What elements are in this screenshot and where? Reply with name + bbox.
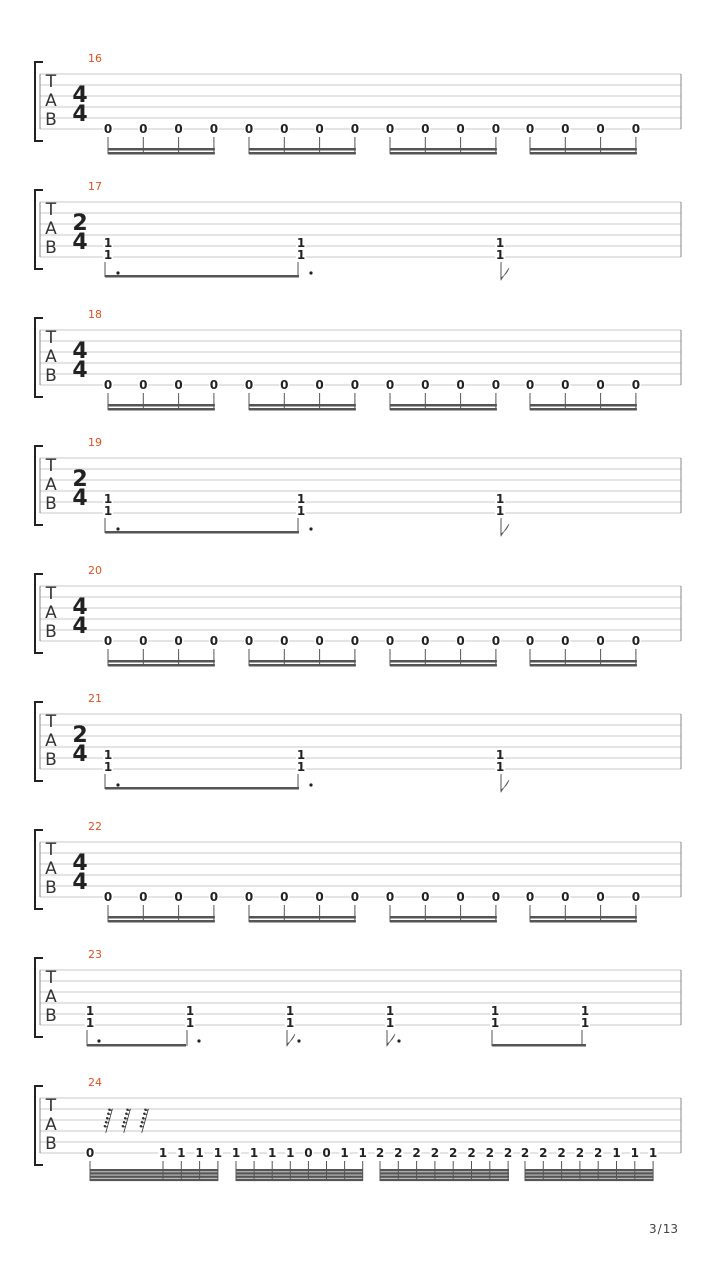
tab-clef-letter: A <box>45 731 57 751</box>
note-beam <box>390 404 497 407</box>
note-beam <box>108 152 215 155</box>
fret-number: 0 <box>385 378 395 392</box>
fret-number: 0 <box>631 378 641 392</box>
fret-number: 0 <box>322 1146 331 1160</box>
rhythm-dot <box>97 1039 100 1042</box>
fret-number: 2 <box>557 1146 566 1160</box>
fret-number: 0 <box>491 378 501 392</box>
fret-number: 0 <box>421 378 430 392</box>
tab-system <box>0 690 720 800</box>
note-beam <box>525 1175 653 1178</box>
fret-number: 0 <box>525 634 535 648</box>
note-beam <box>249 148 356 151</box>
note-beam <box>236 1172 363 1175</box>
fret-number: 2 <box>520 1146 530 1160</box>
fret-number: 0 <box>280 378 289 392</box>
note-beam <box>380 1172 509 1175</box>
fret-number: 1 <box>358 1146 367 1160</box>
fret-number: 0 <box>350 122 360 136</box>
note-beam <box>380 1169 509 1172</box>
note-beam <box>108 408 215 411</box>
fret-number: 1 <box>296 504 306 518</box>
tab-clef-letter: B <box>45 238 57 258</box>
fret-number: 0 <box>525 378 535 392</box>
fret-number: 0 <box>85 1146 95 1160</box>
fret-number: 1 <box>103 504 113 518</box>
tab-system <box>0 946 720 1056</box>
fret-number: 1 <box>385 1004 395 1018</box>
note-beam <box>380 1175 509 1178</box>
note-beam <box>530 660 637 663</box>
fret-number: 0 <box>385 634 395 648</box>
tab-system <box>0 818 720 928</box>
tab-clef-letter: T <box>45 200 57 220</box>
tab-clef-letter: A <box>45 1115 57 1135</box>
fret-number: 0 <box>456 378 465 392</box>
sixtyfourth-rest: 𝅂 <box>139 1109 149 1134</box>
tab-clef-letter: B <box>45 1006 57 1026</box>
fret-number: 1 <box>495 492 505 506</box>
note-beam <box>380 1179 509 1182</box>
measure-number: 18 <box>88 308 102 321</box>
tab-clef-letter: B <box>45 494 57 514</box>
page-current: 3 <box>649 1222 657 1236</box>
time-signature-bottom: 4 <box>72 358 88 383</box>
time-signature-top: 2 <box>72 211 88 236</box>
tab-clef-letter: A <box>45 91 57 111</box>
fret-number: 0 <box>561 378 570 392</box>
fret-number: 0 <box>350 634 360 648</box>
fret-number: 0 <box>139 378 148 392</box>
fret-number: 2 <box>394 1146 403 1160</box>
time-signature-top: 4 <box>72 339 88 364</box>
tab-clef-letter: T <box>45 72 57 92</box>
fret-number: 0 <box>139 890 148 904</box>
measure-number: 20 <box>88 564 102 577</box>
note-beam <box>249 664 356 667</box>
fret-number: 1 <box>490 1004 500 1018</box>
fret-number: 2 <box>503 1146 513 1160</box>
fret-number: 1 <box>648 1146 658 1160</box>
measure-number: 21 <box>88 692 102 705</box>
fret-number: 1 <box>185 1004 195 1018</box>
tab-clef-letter: A <box>45 219 57 239</box>
fret-number: 0 <box>350 378 360 392</box>
fret-number: 0 <box>244 890 254 904</box>
note-beam <box>525 1169 653 1172</box>
note-beam <box>390 916 497 919</box>
measure-number: 19 <box>88 436 102 449</box>
fret-number: 1 <box>103 760 113 774</box>
fret-number: 0 <box>304 1146 313 1160</box>
rhythm-dot <box>309 783 312 786</box>
rhythm-dot <box>309 271 312 274</box>
measure-number: 22 <box>88 820 102 833</box>
tab-clef-letter: A <box>45 347 57 367</box>
tab-system-svg <box>0 690 720 800</box>
tab-system-svg <box>0 1074 720 1184</box>
note-beam <box>530 920 637 923</box>
time-signature-bottom: 4 <box>72 614 88 639</box>
fret-number: 0 <box>385 122 395 136</box>
rhythm-dot <box>197 1039 200 1042</box>
fret-number: 0 <box>491 890 501 904</box>
fret-number: 1 <box>268 1146 277 1160</box>
rhythm-dot <box>397 1039 400 1042</box>
fret-number: 0 <box>561 890 570 904</box>
fret-number: 2 <box>575 1146 585 1160</box>
time-signature-bottom: 4 <box>72 486 88 511</box>
fret-number: 1 <box>296 748 306 762</box>
time-signature-top: 4 <box>72 83 88 108</box>
note-beam <box>390 660 497 663</box>
fret-number: 1 <box>103 248 113 262</box>
note-flag <box>501 780 509 792</box>
page-total: 13 <box>662 1222 678 1236</box>
rhythm-dot <box>297 1039 300 1042</box>
note-beam <box>108 660 215 663</box>
fret-number: 0 <box>244 122 254 136</box>
note-beam <box>530 404 637 407</box>
tab-system-svg <box>0 178 720 288</box>
fret-number: 0 <box>596 890 605 904</box>
fret-number: 0 <box>280 634 289 648</box>
note-beam <box>108 664 215 667</box>
fret-number: 1 <box>285 1004 295 1018</box>
fret-number: 2 <box>594 1146 603 1160</box>
note-beam <box>249 404 356 407</box>
fret-number: 1 <box>249 1146 259 1160</box>
fret-number: 1 <box>495 760 505 774</box>
fret-number: 0 <box>631 122 641 136</box>
fret-number: 0 <box>103 890 113 904</box>
note-beam <box>492 1044 586 1047</box>
tab-clef-letter: B <box>45 1134 57 1154</box>
page-number <box>649 1222 678 1236</box>
tab-clef-letter: T <box>45 840 57 860</box>
tab-clef-letter: T <box>45 968 57 988</box>
note-beam <box>530 152 637 155</box>
fret-number: 0 <box>209 634 219 648</box>
fret-number: 0 <box>596 122 605 136</box>
rhythm-dot <box>116 271 119 274</box>
note-beam <box>530 408 637 411</box>
tab-system-svg <box>0 50 720 160</box>
note-beam <box>105 787 299 790</box>
fret-number: 1 <box>213 1146 223 1160</box>
time-signature-bottom: 4 <box>72 102 88 127</box>
fret-number: 0 <box>139 634 148 648</box>
time-signature-top: 4 <box>72 595 88 620</box>
note-beam <box>87 1044 186 1047</box>
fret-number: 0 <box>525 122 535 136</box>
fret-number: 0 <box>103 634 113 648</box>
fret-number: 1 <box>85 1004 95 1018</box>
fret-number: 0 <box>315 890 324 904</box>
fret-number: 1 <box>495 248 505 262</box>
fret-number: 0 <box>631 890 641 904</box>
note-beam <box>105 531 299 534</box>
note-beam <box>236 1179 363 1182</box>
rhythm-dot <box>116 527 119 530</box>
sixtyfourth-rest: 𝅂 <box>103 1109 113 1134</box>
fret-number: 0 <box>139 122 148 136</box>
fret-number: 0 <box>209 890 219 904</box>
sixtyfourth-rest: 𝅂 <box>121 1109 131 1134</box>
fret-number: 1 <box>296 236 306 250</box>
tab-system-svg <box>0 434 720 544</box>
note-beam <box>390 920 497 923</box>
note-beam <box>530 664 637 667</box>
fret-number: 0 <box>174 890 183 904</box>
fret-number: 1 <box>630 1146 639 1160</box>
fret-number: 0 <box>280 890 289 904</box>
note-beam <box>525 1179 653 1182</box>
tab-clef-letter: A <box>45 475 57 495</box>
fret-number: 0 <box>315 378 324 392</box>
fret-number: 0 <box>174 122 183 136</box>
note-beam <box>249 408 356 411</box>
tab-system <box>0 50 720 160</box>
fret-number: 1 <box>286 1146 295 1160</box>
time-signature-bottom: 4 <box>72 870 88 895</box>
tab-clef-letter: B <box>45 110 57 130</box>
fret-number: 0 <box>103 378 113 392</box>
note-beam <box>108 148 215 151</box>
fret-number: 1 <box>103 492 113 506</box>
note-beam <box>108 916 215 919</box>
fret-number: 1 <box>296 760 306 774</box>
fret-number: 0 <box>385 890 395 904</box>
fret-number: 1 <box>495 748 505 762</box>
measure-number: 17 <box>88 180 102 193</box>
tab-system-svg <box>0 946 720 1056</box>
note-beam <box>236 1169 363 1172</box>
note-beam <box>249 920 356 923</box>
fret-number: 1 <box>612 1146 621 1160</box>
note-beam <box>105 275 299 278</box>
fret-number: 1 <box>103 748 113 762</box>
fret-number: 0 <box>209 378 219 392</box>
note-beam <box>390 152 497 155</box>
tab-clef-letter: A <box>45 603 57 623</box>
measure-number: 23 <box>88 948 102 961</box>
fret-number: 1 <box>490 1016 500 1030</box>
fret-number: 1 <box>340 1146 349 1160</box>
fret-number: 1 <box>580 1016 590 1030</box>
fret-number: 1 <box>580 1004 590 1018</box>
time-signature-bottom: 4 <box>72 230 88 255</box>
note-beam <box>90 1172 218 1175</box>
tab-system-svg <box>0 562 720 672</box>
fret-number: 0 <box>421 122 430 136</box>
fret-number: 1 <box>385 1016 395 1030</box>
tab-system <box>0 434 720 544</box>
fret-number: 0 <box>174 378 183 392</box>
tab-system-svg <box>0 818 720 928</box>
tab-system-svg <box>0 306 720 416</box>
fret-number: 0 <box>456 122 465 136</box>
tab-system <box>0 306 720 416</box>
fret-number: 2 <box>485 1146 494 1160</box>
note-beam <box>530 916 637 919</box>
fret-number: 0 <box>491 122 501 136</box>
tab-system <box>0 1074 720 1184</box>
tab-clef-letter: A <box>45 859 57 879</box>
fret-number: 0 <box>315 122 324 136</box>
note-beam <box>530 148 637 151</box>
fret-number: 0 <box>456 890 465 904</box>
fret-number: 1 <box>231 1146 241 1160</box>
fret-number: 0 <box>174 634 183 648</box>
fret-number: 2 <box>467 1146 476 1160</box>
note-beam <box>249 152 356 155</box>
tab-system <box>0 178 720 288</box>
fret-number: 0 <box>491 634 501 648</box>
note-beam <box>249 660 356 663</box>
fret-number: 1 <box>495 236 505 250</box>
fret-number: 0 <box>280 122 289 136</box>
note-flag <box>287 1034 295 1046</box>
note-beam <box>390 664 497 667</box>
tab-clef-letter: B <box>45 622 57 642</box>
fret-number: 1 <box>185 1016 195 1030</box>
fret-number: 0 <box>103 122 113 136</box>
note-beam <box>90 1179 218 1182</box>
measure-number: 24 <box>88 1076 102 1089</box>
note-beam <box>90 1175 218 1178</box>
note-flag <box>387 1034 395 1046</box>
note-beam <box>108 920 215 923</box>
fret-number: 0 <box>631 634 641 648</box>
note-beam <box>249 916 356 919</box>
note-beam <box>390 148 497 151</box>
tab-clef-letter: T <box>45 328 57 348</box>
tab-clef-letter: T <box>45 712 57 732</box>
fret-number: 1 <box>285 1016 295 1030</box>
note-beam <box>90 1169 218 1172</box>
fret-number: 0 <box>315 634 324 648</box>
tab-clef-letter: B <box>45 750 57 770</box>
fret-number: 1 <box>158 1146 168 1160</box>
fret-number: 0 <box>456 634 465 648</box>
fret-number: 1 <box>495 504 505 518</box>
fret-number: 1 <box>85 1016 95 1030</box>
fret-number: 0 <box>421 634 430 648</box>
tab-clef-letter: B <box>45 878 57 898</box>
tab-system <box>0 562 720 672</box>
note-flag <box>501 268 509 280</box>
page-separator: / <box>657 1222 662 1236</box>
fret-number: 1 <box>296 492 306 506</box>
fret-number: 0 <box>244 634 254 648</box>
fret-number: 1 <box>195 1146 204 1160</box>
tab-clef-letter: T <box>45 1096 57 1116</box>
fret-number: 0 <box>209 122 219 136</box>
note-beam <box>525 1172 653 1175</box>
note-beam <box>236 1175 363 1178</box>
fret-number: 1 <box>177 1146 186 1160</box>
fret-number: 2 <box>375 1146 385 1160</box>
fret-number: 0 <box>421 890 430 904</box>
note-beam <box>108 404 215 407</box>
fret-number: 1 <box>103 236 113 250</box>
rhythm-dot <box>309 527 312 530</box>
fret-number: 0 <box>596 634 605 648</box>
fret-number: 2 <box>539 1146 548 1160</box>
tab-clef-letter: T <box>45 456 57 476</box>
time-signature-top: 2 <box>72 723 88 748</box>
note-flag <box>501 524 509 536</box>
fret-number: 0 <box>561 122 570 136</box>
fret-number: 2 <box>449 1146 458 1160</box>
fret-number: 0 <box>561 634 570 648</box>
rhythm-dot <box>116 783 119 786</box>
fret-number: 2 <box>430 1146 440 1160</box>
fret-number: 1 <box>296 248 306 262</box>
fret-number: 0 <box>596 378 605 392</box>
fret-number: 0 <box>350 890 360 904</box>
fret-number: 0 <box>525 890 535 904</box>
time-signature-top: 2 <box>72 467 88 492</box>
measure-number: 16 <box>88 52 102 65</box>
tab-clef-letter: A <box>45 987 57 1007</box>
tab-clef-letter: B <box>45 366 57 386</box>
note-beam <box>390 408 497 411</box>
time-signature-bottom: 4 <box>72 742 88 767</box>
time-signature-top: 4 <box>72 851 88 876</box>
fret-number: 2 <box>412 1146 421 1160</box>
fret-number: 0 <box>244 378 254 392</box>
tab-clef-letter: T <box>45 584 57 604</box>
